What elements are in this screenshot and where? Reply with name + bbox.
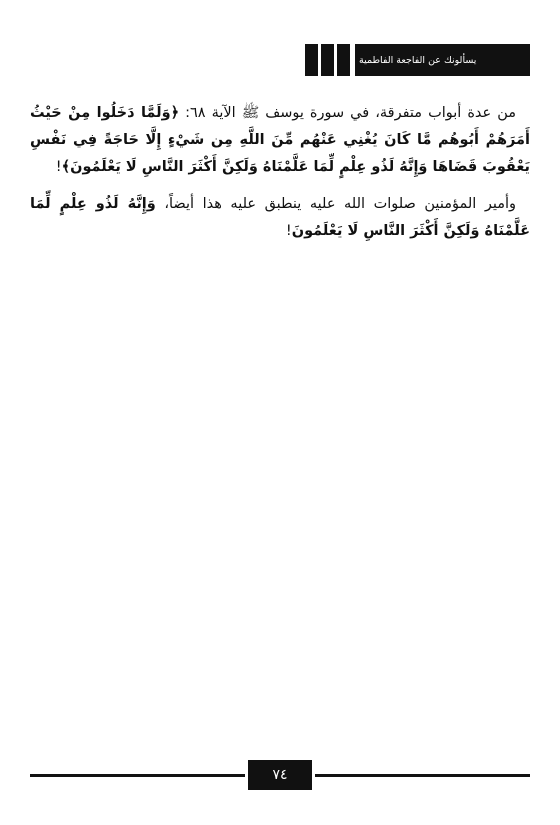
page-footer: [30, 760, 530, 790]
paragraph: [30, 191, 530, 245]
paragraph-text: وأمير المؤمنين صلوات الله عليه ينطبق عليه هذا أيضاً،: [155, 196, 516, 212]
running-title-text: يسألونك عن الفاجعة الفاطمية: [359, 54, 477, 66]
running-header: [305, 44, 530, 76]
page-number-text: ٧٤: [272, 767, 288, 783]
header-decor-block: [305, 44, 318, 76]
paragraph-end: !: [55, 159, 62, 175]
quran-quote: وَإِنَّهُ لَذُو عِلْمٍ لِّمَا عَلَّمْنَاهُ وَلَكِنَّ أَكْثَرَ النَّاسِ لَا يَعْلَمُونَ: [30, 196, 530, 239]
header-decor-block: [337, 44, 350, 76]
footer-rule: [315, 774, 530, 777]
page-body: [30, 100, 530, 255]
page-number: [248, 760, 312, 790]
paragraph-end: !: [285, 223, 292, 239]
running-title: [355, 44, 530, 76]
footer-rule: [30, 774, 245, 777]
header-decor-block: [321, 44, 334, 76]
paragraph: [30, 100, 530, 181]
quran-quote: ﴿وَلَمَّا دَخَلُوا مِنْ حَيْثُ أَمَرَهُمْ أَبُوهُم مَّا كَانَ يُغْنِي عَنْهُم مِّنَ اللَّهِ مِن شَيْءٍ إِلَّا حَاجَةً فِي نَفْسِ يَعْقُوبَ قَضَاهَا وَإِنَّهُ لَذُو عِلْمٍ لِّمَا عَلَّمْنَاهُ وَلَكِنَّ أَكْثَرَ النَّاسِ لَا يَعْلَمُونَ﴾: [30, 105, 530, 175]
paragraph-text: من عدة أبواب متفرقة، في سورة يوسف ﷺ الآية ٦٨:: [179, 105, 517, 121]
